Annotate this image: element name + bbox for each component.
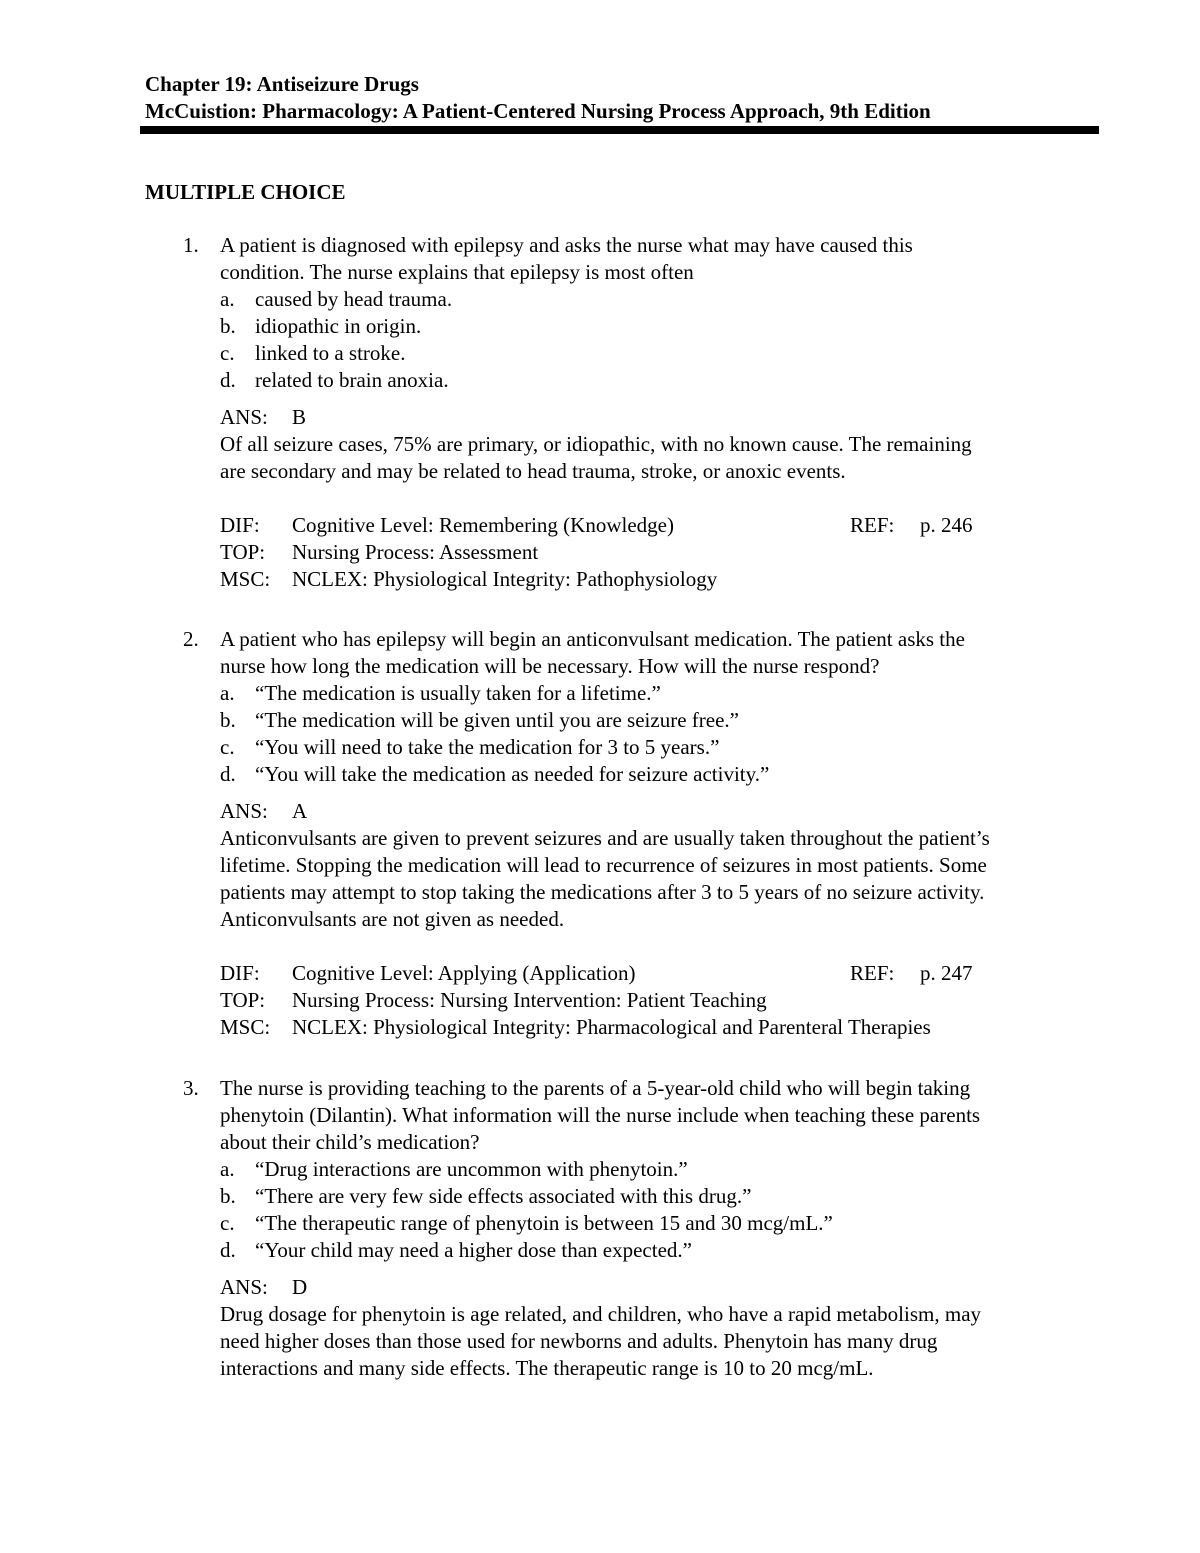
spacer — [220, 1264, 1083, 1274]
question-stem — [183, 232, 1083, 286]
choice-c — [220, 340, 1083, 367]
choice-letter: c. — [220, 735, 235, 759]
msc-label: MSC: — [220, 1015, 271, 1039]
stem-line: phenytoin (Dilantin). What information will the nurse include when teaching these parents — [220, 1103, 981, 1127]
choice-text: idiopathic in origin. — [255, 314, 422, 338]
answer-label: ANS: — [220, 799, 268, 823]
stem-line: nurse how long the medication will be necessary. How will the nurse respond? — [220, 654, 880, 678]
rationale-line: Drug dosage for phenytoin is age related, and children, who have a rapid metabolism, may — [220, 1302, 982, 1326]
top-row — [220, 539, 1083, 566]
choice-text: “You will take the medication as needed for seizure activity.” — [255, 762, 770, 786]
question-stem — [183, 1075, 1083, 1156]
dif-label: DIF: — [220, 961, 260, 985]
choice-a — [220, 286, 1083, 313]
choice-letter: d. — [220, 1238, 236, 1262]
rationale — [220, 825, 1083, 933]
choice-text: “Drug interactions are uncommon with phenytoin.” — [255, 1157, 688, 1181]
section-title: MULTIPLE CHOICE — [145, 180, 346, 204]
rationale-line: interactions and many side effects. The therapeutic range is 10 to 20 mcg/mL. — [220, 1356, 874, 1380]
stem-line: A patient who has epilepsy will begin an anticonvulsant medication. The patient asks the — [220, 627, 965, 651]
choice-text: “The medication will be given until you are seizure free.” — [255, 708, 739, 732]
choices-list — [183, 680, 1083, 1041]
msc-label: MSC: — [220, 567, 271, 591]
top-value: Nursing Process: Nursing Intervention: Patient Teaching — [292, 988, 767, 1012]
choice-b — [220, 1183, 1083, 1210]
stem-line: condition. The nurse explains that epilepsy is most often — [220, 260, 694, 284]
choice-text: “Your child may need a higher dose than expected.” — [255, 1238, 692, 1262]
question-number: 2. — [183, 627, 199, 651]
stem-line: about their child’s medication? — [220, 1130, 480, 1154]
choice-letter: d. — [220, 368, 236, 392]
answer-row — [220, 1274, 1083, 1301]
choice-d — [220, 761, 1083, 788]
rationale-line: lifetime. Stopping the medication will lead to recurrence of seizures in most patients. Some — [220, 853, 987, 877]
choice-letter: b. — [220, 314, 236, 338]
rationale — [220, 1301, 1083, 1382]
choice-text: “You will need to take the medication for 3 to 5 years.” — [255, 735, 720, 759]
dif-value: Cognitive Level: Remembering (Knowledge) — [292, 513, 674, 537]
spacer — [220, 485, 1083, 512]
top-label: TOP: — [220, 988, 266, 1012]
rationale-line: Anticonvulsants are not given as needed. — [220, 907, 565, 931]
ref-label: REF: — [850, 961, 895, 985]
choice-text: caused by head trauma. — [255, 287, 453, 311]
choice-letter: b. — [220, 1184, 236, 1208]
choice-letter: a. — [220, 1157, 235, 1181]
choice-a — [220, 680, 1083, 707]
choice-letter: b. — [220, 708, 236, 732]
choices-list — [183, 286, 1083, 593]
choice-b — [220, 707, 1083, 734]
choice-text: “The medication is usually taken for a lifetime.” — [255, 681, 661, 705]
stem-line: A patient is diagnosed with epilepsy and asks the nurse what may have caused this — [220, 233, 913, 257]
rationale-line: need higher doses than those used for newborns and adults. Phenytoin has many drug — [220, 1329, 938, 1353]
ref-label: REF: — [850, 513, 895, 537]
question-2 — [183, 626, 1083, 1041]
answer-value: D — [292, 1275, 308, 1299]
question-stem — [183, 626, 1083, 680]
choice-letter: a. — [220, 287, 235, 311]
answer-value: A — [292, 799, 308, 823]
answer-label: ANS: — [220, 1275, 268, 1299]
choice-c — [220, 734, 1083, 761]
choice-a — [220, 1156, 1083, 1183]
choice-text: related to brain anoxia. — [255, 368, 449, 392]
book-title: McCuistion: Pharmacology: A Patient-Centered Nursing Process Approach, 9th Edition — [145, 99, 931, 123]
rationale — [220, 431, 1083, 485]
answer-label: ANS: — [220, 405, 268, 429]
rationale-line: patients may attempt to stop taking the medications after 3 to 5 years of no seizure activity. — [220, 880, 985, 904]
question-number: 3. — [183, 1076, 199, 1100]
choice-letter: c. — [220, 1211, 235, 1235]
header-divider — [140, 126, 1099, 134]
rationale-line: are secondary and may be related to head trauma, stroke, or anoxic events. — [220, 459, 846, 483]
dif-value: Cognitive Level: Applying (Application) — [292, 961, 636, 985]
question-number: 1. — [183, 233, 199, 257]
dif-row — [220, 512, 1083, 539]
dif-label: DIF: — [220, 513, 260, 537]
choice-d — [220, 367, 1083, 394]
ref-value: p. 246 — [920, 513, 973, 537]
choice-text: linked to a stroke. — [255, 341, 406, 365]
choice-letter: d. — [220, 762, 236, 786]
answer-row — [220, 404, 1083, 431]
msc-row — [220, 566, 1083, 593]
question-3 — [183, 1075, 1083, 1382]
choice-b — [220, 313, 1083, 340]
question-1 — [183, 232, 1083, 593]
dif-row — [220, 960, 1083, 987]
answer-row — [220, 798, 1083, 825]
choice-text: “The therapeutic range of phenytoin is between 15 and 30 mcg/mL.” — [255, 1211, 833, 1235]
choice-letter: c. — [220, 341, 235, 365]
top-value: Nursing Process: Assessment — [292, 540, 539, 564]
spacer — [220, 394, 1083, 404]
msc-row — [220, 1014, 1083, 1041]
top-row — [220, 987, 1083, 1014]
choice-letter: a. — [220, 681, 235, 705]
msc-value: NCLEX: Physiological Integrity: Pathophysiology — [292, 567, 718, 591]
top-label: TOP: — [220, 540, 266, 564]
choice-text: “There are very few side effects associated with this drug.” — [255, 1184, 752, 1208]
choice-c — [220, 1210, 1083, 1237]
spacer — [220, 788, 1083, 798]
choices-list — [183, 1156, 1083, 1382]
stem-line: The nurse is providing teaching to the parents of a 5-year-old child who will begin taking — [220, 1076, 971, 1100]
msc-value: NCLEX: Physiological Integrity: Pharmacological and Parenteral Therapies — [292, 1015, 931, 1039]
spacer — [220, 933, 1083, 960]
rationale-line: Anticonvulsants are given to prevent seizures and are usually taken throughout the patient’s — [220, 826, 990, 850]
ref-value: p. 247 — [920, 961, 973, 985]
rationale-line: Of all seizure cases, 75% are primary, or idiopathic, with no known cause. The remaining — [220, 432, 972, 456]
answer-value: B — [292, 405, 307, 429]
chapter-title: Chapter 19: Antiseizure Drugs — [145, 72, 419, 96]
choice-d — [220, 1237, 1083, 1264]
document-header — [145, 71, 1100, 125]
